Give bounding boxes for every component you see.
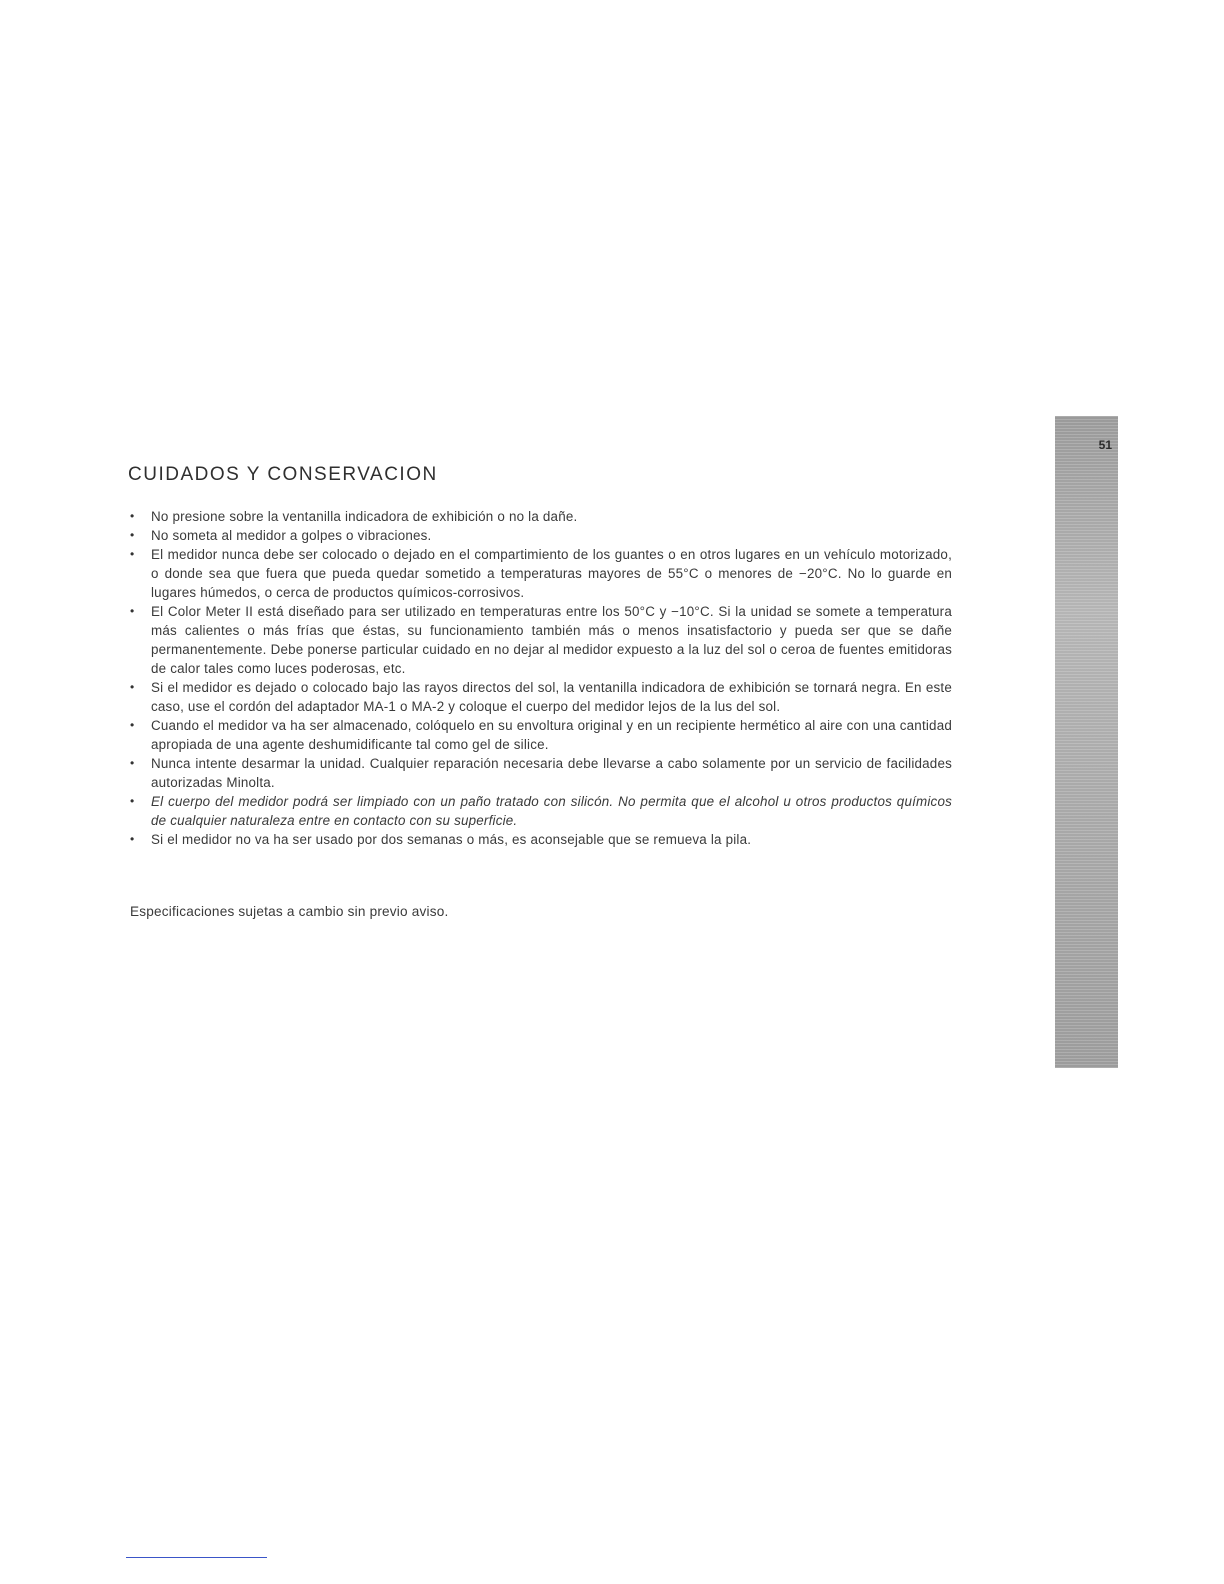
- bullet-icon: •: [130, 832, 135, 846]
- list-item: [130, 545, 952, 602]
- list-item: [130, 792, 952, 830]
- page-number: 51: [1098, 438, 1112, 452]
- list-item: [130, 602, 952, 678]
- list-item-text: El medidor nunca debe ser colocado o dejado en el compartimiento de los guantes o en otros lugares en un vehículo motorizado, o donde sea que fuera que pueda quedar sometido a temperaturas mayores de 55°C o menores de −20°C. No lo guarde en lugares húmedos, o cerca de productos químicos-corrosivos.: [151, 547, 952, 600]
- list-item: [130, 754, 952, 792]
- bullet-icon: •: [130, 794, 135, 808]
- bullet-icon: •: [130, 528, 135, 542]
- bullet-icon: •: [130, 509, 135, 523]
- list-item: [130, 678, 952, 716]
- list-item-text: El cuerpo del medidor podrá ser limpiado con un paño tratado con silicón. No permita que el alcohol u otros productos químicos de cualquier naturaleza entre en contacto con su superficie.: [151, 794, 952, 828]
- list-item-text: Si el medidor no va ha ser usado por dos semanas o más, es aconsejable que se remueva la pila.: [151, 832, 752, 847]
- section-heading: CUIDADOS Y CONSERVACION: [128, 464, 438, 485]
- bullet-icon: •: [130, 604, 135, 618]
- page-tab-marker: [1055, 416, 1118, 1068]
- footnote-divider: [126, 1557, 267, 1558]
- bullet-icon: •: [130, 680, 135, 694]
- list-item: [130, 526, 952, 545]
- specifications-note: Especificaciones sujetas a cambio sin previo aviso.: [130, 904, 449, 919]
- list-item-text: No someta al medidor a golpes o vibraciones.: [151, 528, 432, 543]
- list-item-text: Si el medidor es dejado o colocado bajo las rayos directos del sol, la ventanilla indicadora de exhibición se tornará negra. En este caso, use el cordón del adaptador MA-1 o MA-2 y coloque el cuerpo del medidor lejos de la lus del sol.: [151, 680, 952, 714]
- list-item: [130, 716, 952, 754]
- list-item-text: No presione sobre la ventanilla indicadora de exhibición o no la dañe.: [151, 509, 578, 524]
- bullet-icon: •: [130, 547, 135, 561]
- bullet-icon: •: [130, 718, 135, 732]
- bullet-icon: •: [130, 756, 135, 770]
- care-instructions-list: [130, 507, 952, 849]
- list-item: [130, 830, 952, 849]
- list-item: [130, 507, 952, 526]
- list-item-text: El Color Meter II está diseñado para ser utilizado en temperaturas entre los 50°C y −10°C. Si la unidad se somete a temperatura más calientes o más frías que éstas, su funcionamiento también más o menos insatisfactorio y pueda ser que se dañe permanentemente. Debe ponerse particular cuidado en no dejar al medidor expuesto a la luz del sol o ceroa de fuentes emitidoras de calor tales como luces poderosas, etc.: [151, 604, 952, 676]
- list-item-text: Cuando el medidor va ha ser almacenado, colóquelo en su envoltura original y en un recipiente hermético al aire con una cantidad apropiada de una agente deshumidificante tal como gel de silice.: [151, 718, 952, 752]
- list-item-text: Nunca intente desarmar la unidad. Cualquier reparación necesaria debe llevarse a cabo solamente por un servicio de facilidades autorizadas Minolta.: [151, 756, 952, 790]
